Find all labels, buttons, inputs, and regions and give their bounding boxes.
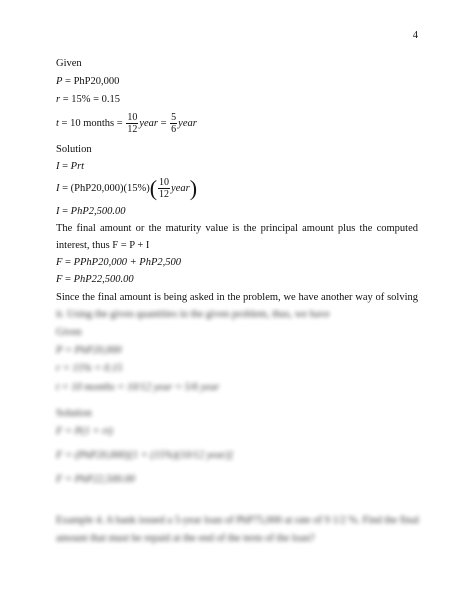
equation-final-result: F = PhP22,500.00 bbox=[56, 274, 134, 285]
equation-interest-substitution: I = (PhP20,000)(15%)( $\frac{10}{12}$ year) bbox=[56, 175, 198, 201]
paragraph-another-way: Since the final amount is being asked in the problem, we have another way of solving bbox=[56, 292, 418, 303]
blurred-line: r = 15% = 0.15 bbox=[56, 363, 123, 374]
equation-interest-formula: I = Prt bbox=[56, 161, 85, 172]
equation-time: t = 10 months = $\frac{10}{12}$ year = $\frac{5}{6}$ year bbox=[56, 112, 197, 136]
blurred-line: F = P(1 + rt) bbox=[56, 426, 113, 437]
equation-rate: r = 15% = 0.15 bbox=[56, 94, 121, 105]
paragraph-final-amount-line1: The final amount or the maturity value is the principal amount plus the computed bbox=[56, 223, 418, 234]
blurred-line: Solution bbox=[56, 408, 92, 419]
equation-interest-result: I = PhP2,500.00 bbox=[56, 206, 126, 217]
equation-principal: P = PhP20,000 bbox=[56, 76, 120, 87]
paragraph-final-amount-line2: interest, thus F = P + I bbox=[56, 240, 150, 251]
blurred-line: amount that must be repaid at the end of the term of the loan? bbox=[56, 533, 315, 544]
given-label: Given bbox=[56, 58, 82, 69]
blurred-line: Example 4. A bank issued a 5-year loan of PhP75,000 at rate of 9 1/2 %. Find the final bbox=[56, 515, 420, 526]
blurred-line: Given bbox=[56, 327, 82, 338]
page-number: 4 bbox=[412, 30, 418, 41]
blurred-line: t = 10 months = 10/12 year = 5/6 year bbox=[56, 382, 220, 393]
solution-label: Solution bbox=[56, 144, 92, 155]
blurred-line: F = (PhP20,000)[1 + (15%)(10/12 year)] bbox=[56, 450, 233, 461]
equation-final-sum: F = PPhP20,000 + PhP2,500 bbox=[56, 257, 181, 268]
blurred-line: P = PhP20,000 bbox=[56, 345, 122, 356]
blurred-line: F = PhP22,500.00 bbox=[56, 474, 135, 485]
blurred-line: it. Using the given quantities in the given problem, thus, we have bbox=[56, 309, 330, 320]
